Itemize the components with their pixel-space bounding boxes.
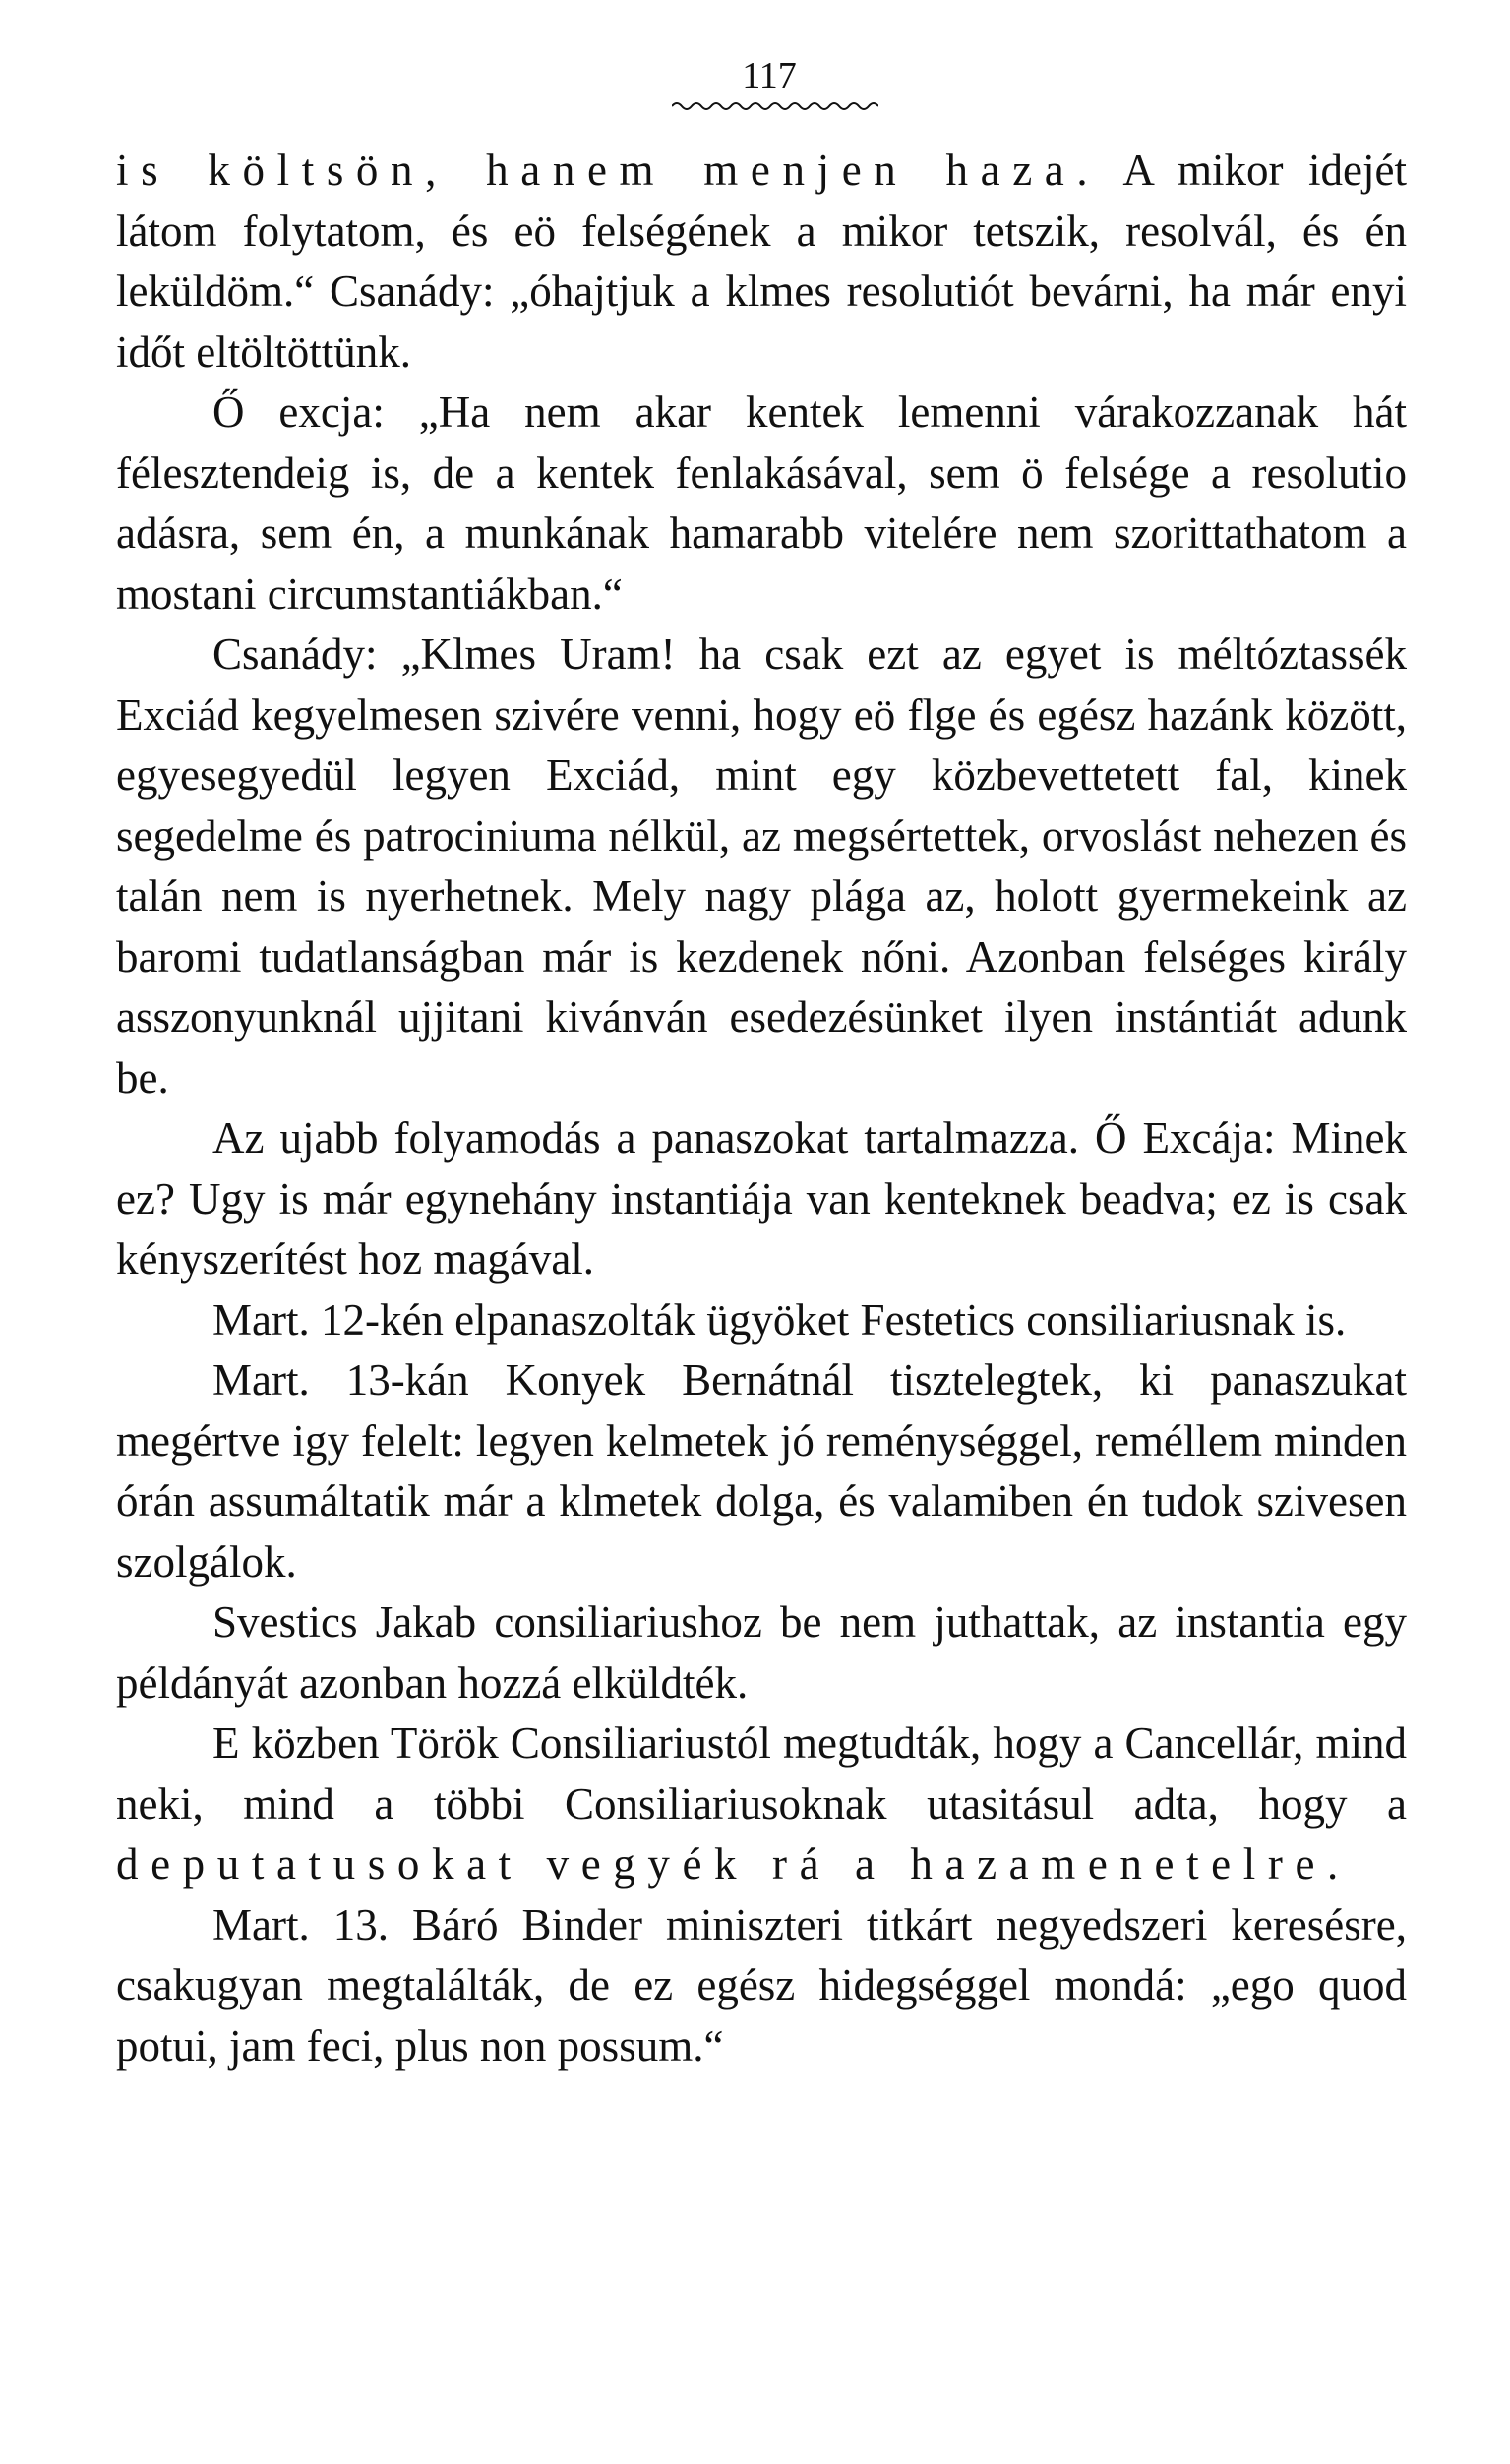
paragraph-3 [116,625,1407,1109]
body-text [116,141,1407,2076]
book-page [116,54,1407,2076]
page-number: 117 [742,55,797,96]
paragraph-4 [116,1109,1407,1291]
paragraph-text: Mart. 12-kén elpanaszolták ügyöket Festetics consiliariusnak is. [212,1294,1347,1345]
page-header [116,54,1407,113]
paragraph-7 [116,1593,1407,1713]
paragraph-5 [116,1291,1407,1352]
paragraph-text: Mart. 13-kán Konyek Bernátnál tisztelegtek, ki panaszukat megértve igy felelt: legyen kelmetek jó reménységgel, reméllem minden órán assumáltatik már a klmetek dolga, és valamiben én tudok szivesen szolgálok. [116,1355,1407,1587]
paragraph-text: A mikor idejét látom folytatom, és eö felségének a mikor tetszik, resolvál, és én leküldöm.“ Csanády: „óhajtjuk a klmes resolutiót bevárni, ha már enyi időt eltöltöttünk. [116,146,1407,377]
spaced-emphasis: deputatusokat vegyék rá a hazamenetelre. [116,1839,1351,1889]
paragraph-text: Csanády: „Klmes Uram! ha csak ezt az egyet is méltóztassék Exciád kegyelmesen szivére venni, hogy eö flge és egész hazánk között, egyesegyedül legyen Exciád, mint egy közbevettetett fal, kinek segedelme és patrociniuma nélkül, az megsértettek, orvoslást nehezen és talán nem is nyerhetnek. Mely nagy plága az, holott gyermekeink az baromi tudatlanságban már is kezdenek nőni. Azonban felséges király asszonyunknál ujjitani kivánván esedezésünket ilyen instántiát adunk be. [116,630,1407,1103]
paragraph-text: Mart. 13. Báró Binder miniszteri titkárt negyedszeri keresésre, csakugyan megtalálták, de ez egész hidegséggel mondá: „ego quod potui, jam feci, plus non possum.“ [116,1899,1407,2071]
paragraph-text: Ő excja: „Ha nem akar kentek lemenni várakozzanak hát félesztendeig is, de a kentek fenlakásával, sem ö felsége a resolutio adásra, sem én, a munkának hamarabb vitelére nem szorittathatom a mostani circumstantiákban.“ [116,388,1407,619]
paragraph-text: E közben Török Consiliariustól megtudták, hogy a Cancellár, mind neki, mind a többi Consiliariusoknak utasitásul adta, hogy a [116,1718,1407,1829]
paragraph-9 [116,1895,1407,2077]
spaced-emphasis: is költsön, hanem menjen haza. [116,146,1101,195]
wavy-underline-ornament [672,99,878,113]
paragraph-text: Svestics Jakab consiliariushoz be nem juthattak, az instantia egy példányát azonban hozzá elküldték. [116,1597,1407,1708]
paragraph-text: Az ujabb folyamodás a panaszokat tartalmazza. Ő Excája: Minek ez? Ugy is már egynehány instantiája van kenteknek beadva; ez is csak kényszerítést hoz magával. [116,1113,1407,1284]
paragraph-8 [116,1713,1407,1895]
paragraph-1 [116,141,1407,383]
paragraph-2 [116,383,1407,625]
paragraph-6 [116,1351,1407,1593]
